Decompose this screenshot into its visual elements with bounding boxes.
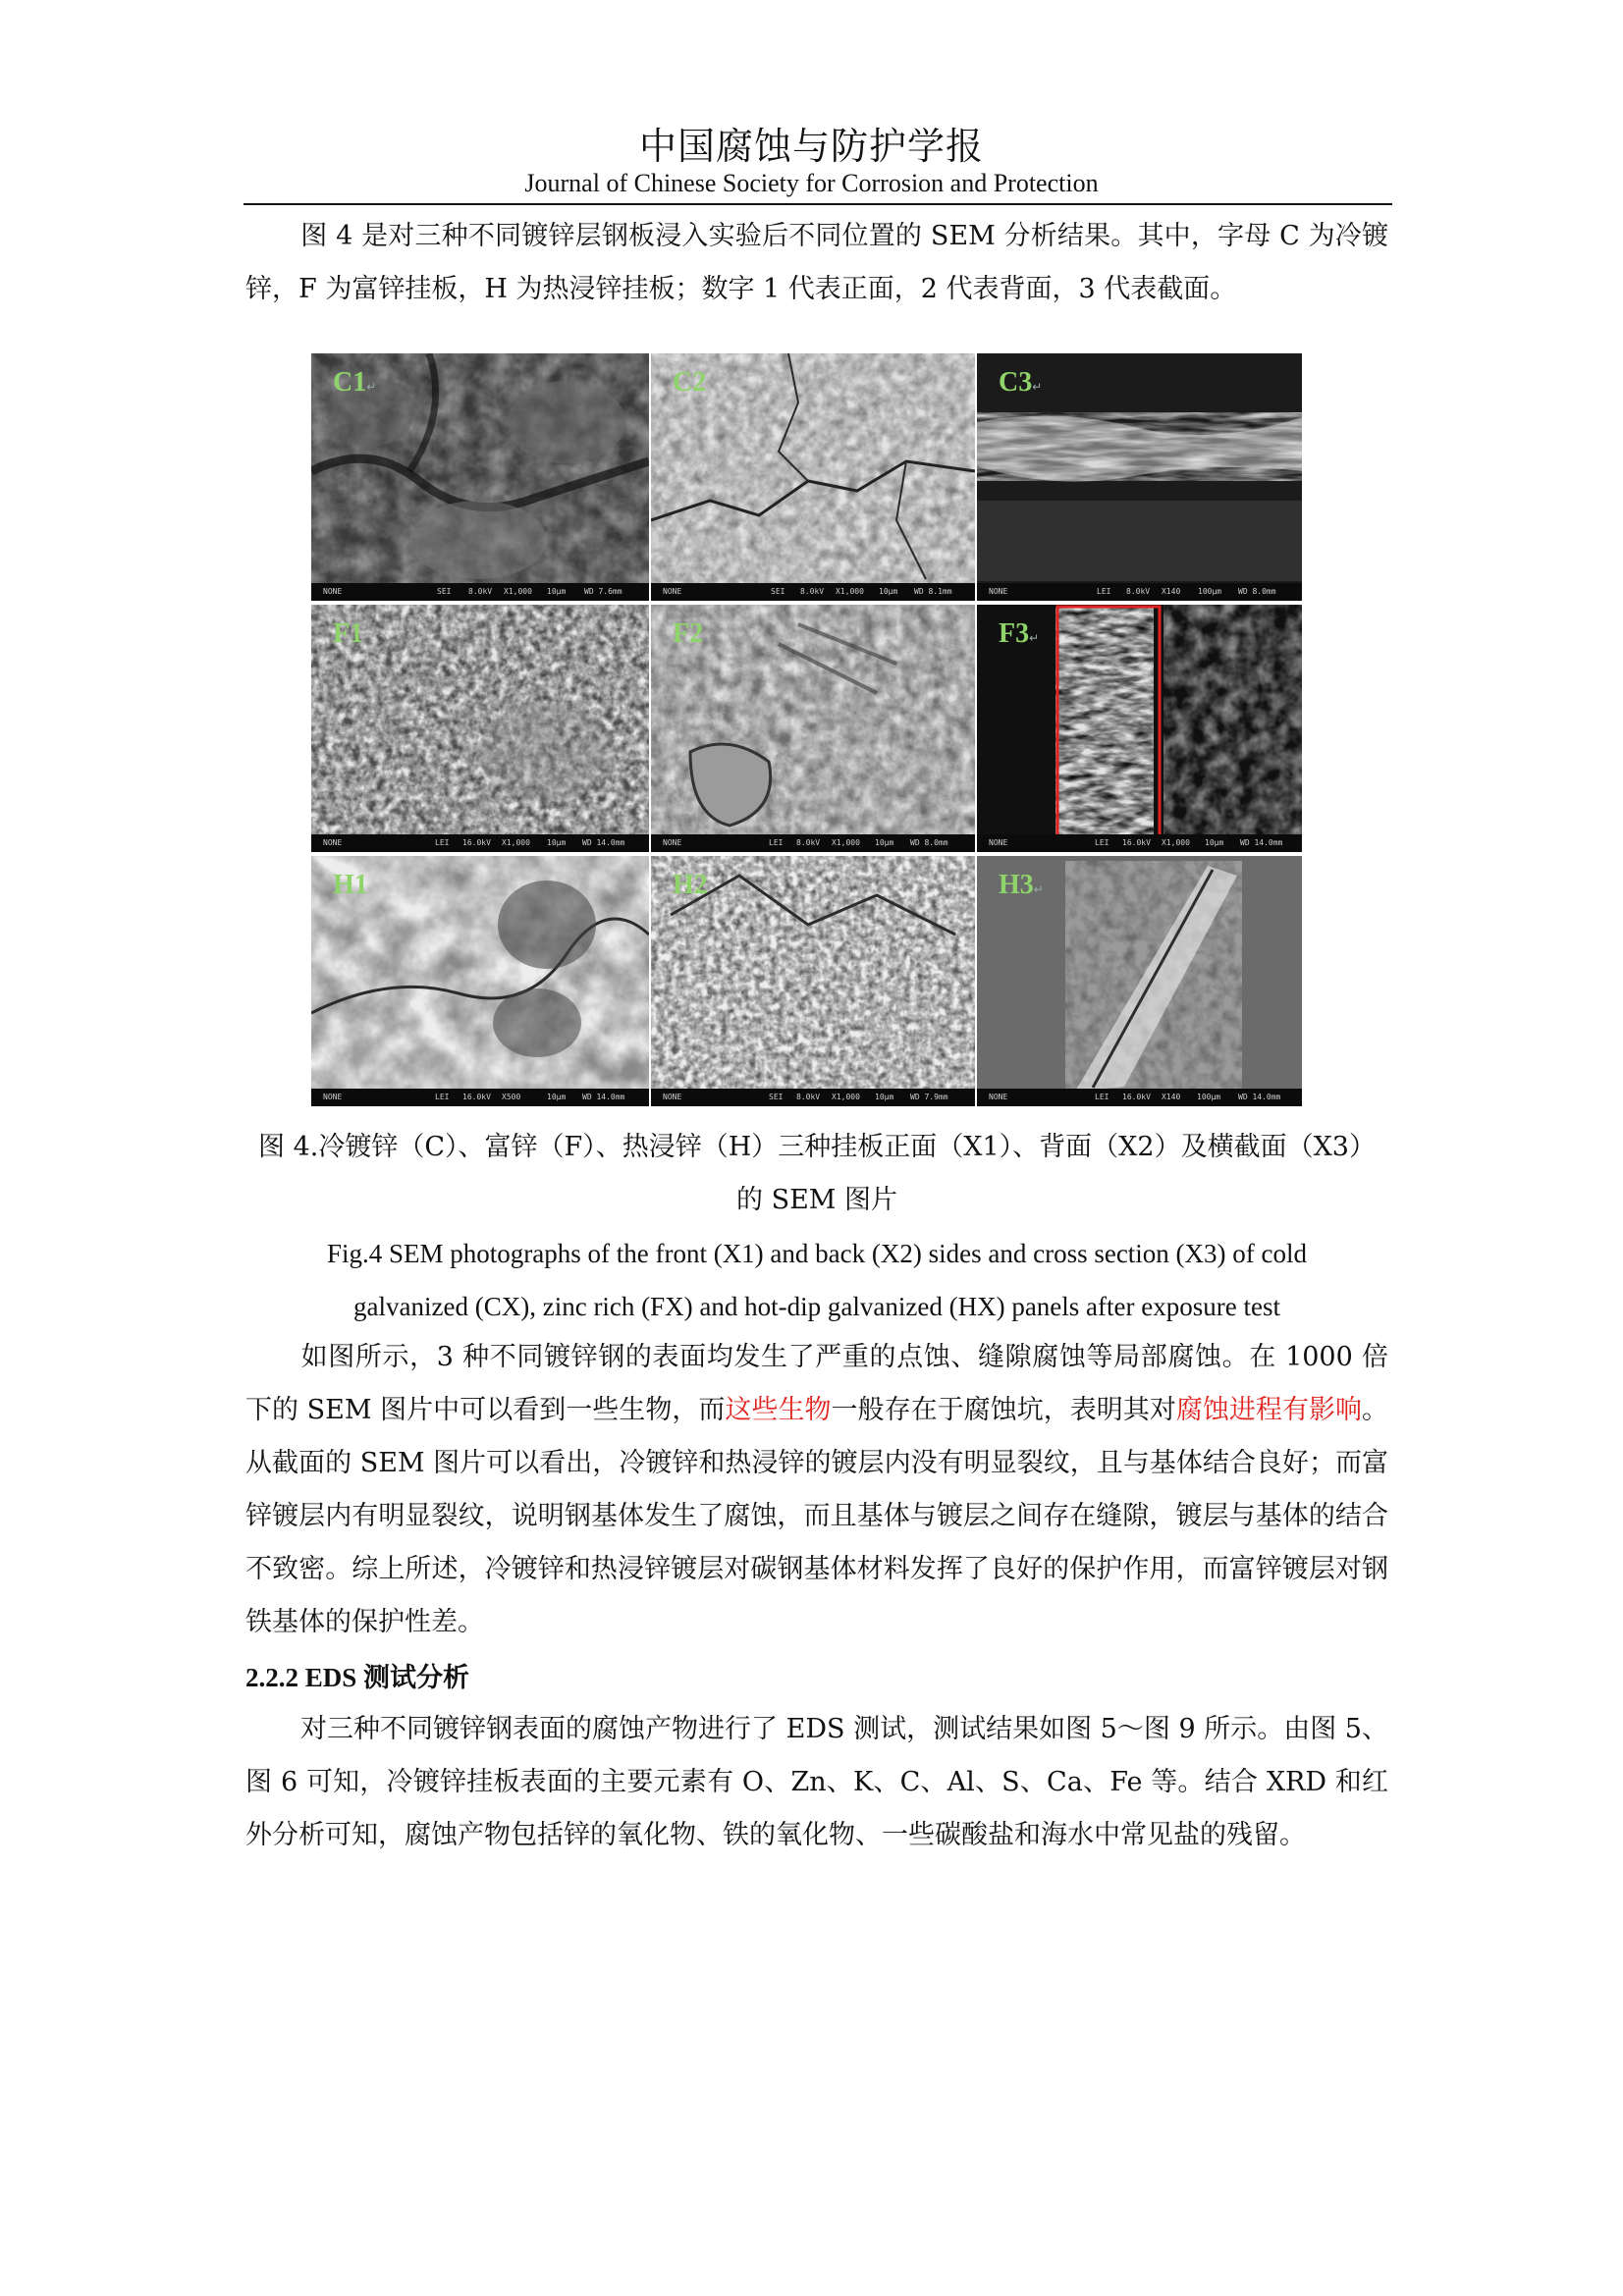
journal-title-cn: 中国腐蚀与防护学报 xyxy=(638,125,984,168)
caption-en-text: Fig.4 SEM photographs of the front (X1) and back (X2) sides and cross section (X3) of cold galvanized (CX), zinc rich (FX) and hot-dip galvanized (HX) panels after exposure test xyxy=(326,1239,1308,1321)
sem-panel-c3 xyxy=(977,353,1302,601)
journal-title-en: Journal of Chinese Society for Corrosion and Protection xyxy=(524,169,1099,197)
intro-text: 图 4 是对三种不同镀锌层钢板浸入实验后不同位置的 SEM 分析结果。其中，字母 C 为冷镀锌，F 为富锌挂板，H 为热浸锌挂板；数字 1 代表正面，2 代表背面，3 代表截面。 xyxy=(245,221,1388,304)
sem-panel-h2 xyxy=(651,856,975,1106)
para2-highlight-2: 腐蚀进程有影响 xyxy=(1175,1395,1363,1425)
panel-label-c2: C2 xyxy=(673,367,707,398)
panel-label-f3: F3↵ xyxy=(999,618,1040,649)
panel-label-h1: H1 xyxy=(333,870,368,900)
sem-info-bar: NONE LEI 16.0kV X500 10μm WD 14.0mm xyxy=(311,1089,649,1106)
sem-panel-f1 xyxy=(311,605,649,852)
eds-text: 对三种不同镀锌钢表面的腐蚀产物进行了 EDS 测试，测试结果如图 5～图 9 所示。由图 5、图 6 可知，冷镀锌挂板表面的主要元素有 O、Zn、K、C、Al、S、Ca、Fe 等。结合 XRD 和红外分析可知，腐蚀产物包括锌的氧化物、铁的氧化物、一些碳酸盐和海水中常见盐的残留。 xyxy=(245,1714,1388,1850)
para2-highlight-1: 这些生物 xyxy=(725,1395,832,1425)
para2-text-3: 。从截面的 SEM 图片可以看出，冷镀锌和热浸锌的镀层内没有明显裂纹，且与基体结合良好；而富锌镀层内有明显裂纹，说明钢基体发生了腐蚀，而且基体与镀层之间存在缝隙，镀层与基体的结合不致密。综上所述，冷镀锌和热浸锌镀层对碳钢基体材料发挥了良好的保护作用，而富锌镀层对钢铁基体的保护性差。 xyxy=(245,1395,1389,1637)
results-paragraph xyxy=(245,1331,1388,1649)
sem-panel-f3 xyxy=(977,605,1302,852)
header-rule xyxy=(243,203,1392,205)
panel-label-f2: F2 xyxy=(673,618,704,649)
sem-panel-c1 xyxy=(311,353,649,601)
sem-info-bar: NONE LEI 16.0kV X1,000 10μm WD 14.0mm xyxy=(977,834,1302,852)
sem-info-bar: NONE LEI 16.0kV X1,000 10μm WD 14.0mm xyxy=(311,834,649,852)
panel-label-c3: C3↵ xyxy=(999,367,1043,398)
para2-text-1: 如图所示，3 种不同镀锌钢的表面均发生了严重的点蚀、缝隙腐蚀等局部腐蚀。在 1000 倍下的 SEM 图片中可以看到一些生物，而 xyxy=(245,1342,1388,1425)
sem-panel-h1 xyxy=(311,856,649,1106)
panel-label-f1: F1 xyxy=(333,618,364,649)
sem-info-bar: NONE SEI 8.0kV X1,000 10μm WD 8.1mm xyxy=(651,583,975,601)
section-heading: 2.2.2 EDS 测试分析 xyxy=(245,1663,470,1692)
sem-info-bar: NONE SEI 8.0kV X1,000 10μm WD 7.6mm xyxy=(311,583,649,601)
panel-label-h3: H3↵ xyxy=(999,870,1044,900)
intro-paragraph xyxy=(245,210,1388,316)
sem-info-bar: NONE LEI 8.0kV X1,000 10μm WD 8.0mm xyxy=(651,834,975,852)
panel-label-h2: H2 xyxy=(673,870,708,900)
panel-label-c1: C1↵ xyxy=(333,367,377,398)
sem-panel-h3 xyxy=(977,856,1302,1106)
figure-caption-en xyxy=(245,1227,1388,1333)
sem-panel-f2 xyxy=(651,605,975,852)
sem-info-bar: NONE LEI 8.0kV X140 100μm WD 8.0mm xyxy=(977,583,1302,601)
sem-panel-c2 xyxy=(651,353,975,601)
sem-info-bar: NONE SEI 8.0kV X1,000 10μm WD 7.9mm xyxy=(651,1089,975,1106)
sem-info-bar: NONE LEI 16.0kV X140 100μm WD 14.0mm xyxy=(977,1089,1302,1106)
eds-paragraph xyxy=(245,1703,1388,1862)
figure-caption-cn: 图 4.冷镀锌（C）、富锌（F）、热浸锌（H）三种挂板正面（X1）、背面（X2）及横截面（X3）的 SEM 图片 xyxy=(258,1132,1376,1215)
sem-figure xyxy=(311,353,1302,1106)
para2-text-2: 一般存在于腐蚀坑，表明其对 xyxy=(831,1395,1176,1425)
